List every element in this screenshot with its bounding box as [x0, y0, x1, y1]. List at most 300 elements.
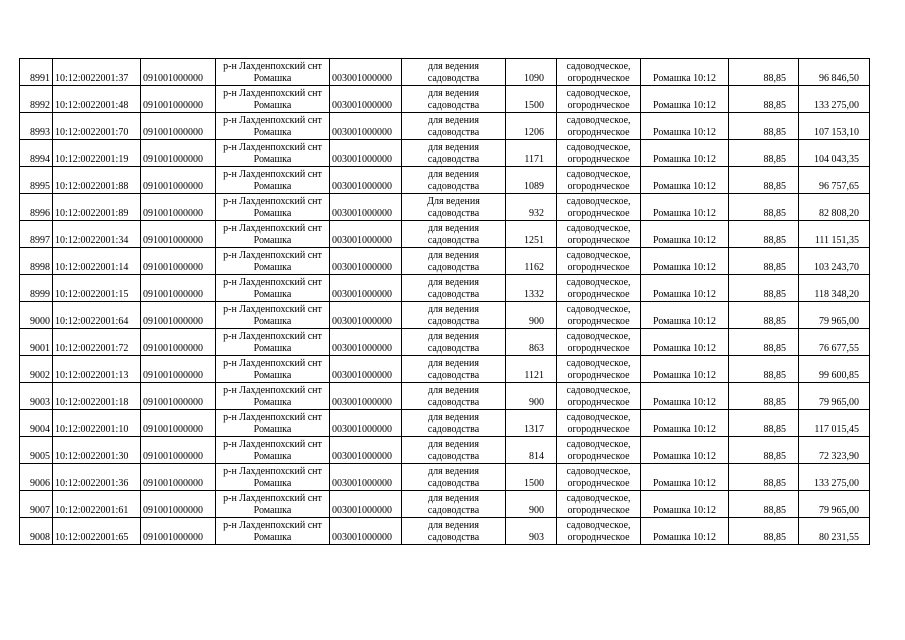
- valuation-zone-cell: Ромашка 10:12: [641, 113, 729, 140]
- oktmo-cell: 003001000000: [330, 410, 402, 437]
- cadastral-cost-cell: 111 151,35: [799, 221, 870, 248]
- address-line-2: Ромашка: [253, 262, 292, 273]
- land-category-line-1: садоводческое,: [566, 439, 631, 450]
- address-line-2: Ромашка: [253, 397, 292, 408]
- specific-value-cell: 88,85: [729, 113, 799, 140]
- land-category-line-1: садоводческое,: [566, 493, 631, 504]
- land-category-cell: [557, 437, 641, 464]
- cadastral-cost-cell: 133 275,00: [799, 86, 870, 113]
- row-number-cell: 8995: [20, 167, 53, 194]
- area-cell: 1162: [506, 248, 557, 275]
- permitted-use-cell: [402, 59, 506, 86]
- cadastral-number-cell: 10:12:0022001:89: [53, 194, 141, 221]
- address-line-1: р-н Лахденпохский снт: [223, 61, 322, 72]
- valuation-zone-cell: Ромашка 10:12: [641, 464, 729, 491]
- oktmo-cell: 003001000000: [330, 302, 402, 329]
- address-line-2: Ромашка: [253, 316, 292, 327]
- permitted-use-line-1: для ведения: [428, 115, 479, 126]
- land-category-line-1: садоводческое,: [566, 88, 631, 99]
- cadastral-number-cell: 10:12:0022001:14: [53, 248, 141, 275]
- specific-value-cell: 88,85: [729, 221, 799, 248]
- address-line-1: р-н Лахденпохский снт: [223, 466, 322, 477]
- cadastral-cost-cell: 82 808,20: [799, 194, 870, 221]
- specific-value-cell: 88,85: [729, 59, 799, 86]
- address-line-2: Ромашка: [253, 370, 292, 381]
- valuation-zone-cell: Ромашка 10:12: [641, 437, 729, 464]
- address-line-1: р-н Лахденпохский снт: [223, 142, 322, 153]
- okato-cell: 091001000000: [141, 437, 216, 464]
- address-line-1: р-н Лахденпохский снт: [223, 250, 322, 261]
- address-line-2: Ромашка: [253, 154, 292, 165]
- specific-value-cell: 88,85: [729, 194, 799, 221]
- row-number-cell: 8992: [20, 86, 53, 113]
- land-category-line-2: огороднческое: [567, 505, 630, 516]
- permitted-use-line-1: для ведения: [428, 412, 479, 423]
- permitted-use-line-1: для ведения: [428, 358, 479, 369]
- address-cell: [216, 221, 330, 248]
- permitted-use-line-1: для ведения: [428, 61, 479, 72]
- area-cell: 900: [506, 491, 557, 518]
- okato-cell: 091001000000: [141, 194, 216, 221]
- address-line-1: р-н Лахденпохский снт: [223, 196, 322, 207]
- permitted-use-line-2: садоводства: [427, 154, 480, 165]
- cadastral-number-cell: 10:12:0022001:10: [53, 410, 141, 437]
- okato-cell: 091001000000: [141, 59, 216, 86]
- land-category-line-2: огороднческое: [567, 235, 630, 246]
- land-category-cell: [557, 248, 641, 275]
- cadastral-cost-cell: 79 965,00: [799, 383, 870, 410]
- oktmo-cell: 003001000000: [330, 491, 402, 518]
- permitted-use-line-2: садоводства: [427, 532, 480, 543]
- land-category-cell: [557, 464, 641, 491]
- address-line-2: Ромашка: [253, 424, 292, 435]
- permitted-use-cell: [402, 356, 506, 383]
- valuation-zone-cell: Ромашка 10:12: [641, 248, 729, 275]
- permitted-use-line-2: садоводства: [427, 208, 480, 219]
- address-cell: [216, 518, 330, 545]
- table-row: [20, 140, 870, 167]
- address-line-1: р-н Лахденпохский снт: [223, 358, 322, 369]
- row-number-cell: 8998: [20, 248, 53, 275]
- table-body: [20, 59, 870, 545]
- area-cell: 1121: [506, 356, 557, 383]
- permitted-use-line-1: для ведения: [428, 385, 479, 396]
- permitted-use-line-1: для ведения: [428, 88, 479, 99]
- specific-value-cell: 88,85: [729, 275, 799, 302]
- okato-cell: 091001000000: [141, 86, 216, 113]
- address-line-1: р-н Лахденпохский снт: [223, 223, 322, 234]
- permitted-use-line-2: садоводства: [427, 451, 480, 462]
- table-row: [20, 356, 870, 383]
- address-cell: [216, 140, 330, 167]
- specific-value-cell: 88,85: [729, 140, 799, 167]
- specific-value-cell: 88,85: [729, 518, 799, 545]
- permitted-use-line-2: садоводства: [427, 235, 480, 246]
- okato-cell: 091001000000: [141, 221, 216, 248]
- table-row: [20, 275, 870, 302]
- specific-value-cell: 88,85: [729, 437, 799, 464]
- address-line-2: Ромашка: [253, 343, 292, 354]
- land-category-line-1: садоводческое,: [566, 61, 631, 72]
- oktmo-cell: 003001000000: [330, 437, 402, 464]
- specific-value-cell: 88,85: [729, 491, 799, 518]
- specific-value-cell: 88,85: [729, 86, 799, 113]
- cadastral-cost-cell: 103 243,70: [799, 248, 870, 275]
- land-category-line-1: садоводческое,: [566, 169, 631, 180]
- oktmo-cell: 003001000000: [330, 194, 402, 221]
- permitted-use-cell: [402, 518, 506, 545]
- address-line-1: р-н Лахденпохский снт: [223, 493, 322, 504]
- table-row: [20, 437, 870, 464]
- table-row: [20, 248, 870, 275]
- address-line-2: Ромашка: [253, 532, 292, 543]
- address-cell: [216, 167, 330, 194]
- valuation-zone-cell: Ромашка 10:12: [641, 86, 729, 113]
- valuation-zone-cell: Ромашка 10:12: [641, 518, 729, 545]
- land-category-line-2: огороднческое: [567, 208, 630, 219]
- row-number-cell: 9006: [20, 464, 53, 491]
- land-category-line-1: садоводческое,: [566, 277, 631, 288]
- row-number-cell: 8997: [20, 221, 53, 248]
- okato-cell: 091001000000: [141, 518, 216, 545]
- land-category-cell: [557, 194, 641, 221]
- permitted-use-line-1: Для ведения: [427, 196, 480, 207]
- permitted-use-cell: [402, 302, 506, 329]
- okato-cell: 091001000000: [141, 248, 216, 275]
- valuation-zone-cell: Ромашка 10:12: [641, 383, 729, 410]
- address-cell: [216, 275, 330, 302]
- land-category-line-2: огороднческое: [567, 532, 630, 543]
- land-category-cell: [557, 140, 641, 167]
- address-line-1: р-н Лахденпохский снт: [223, 304, 322, 315]
- area-cell: 1206: [506, 113, 557, 140]
- permitted-use-line-2: садоводства: [427, 343, 480, 354]
- cadastral-cost-cell: 76 677,55: [799, 329, 870, 356]
- area-cell: 1251: [506, 221, 557, 248]
- address-cell: [216, 437, 330, 464]
- okato-cell: 091001000000: [141, 167, 216, 194]
- land-category-line-1: садоводческое,: [566, 331, 631, 342]
- address-cell: [216, 86, 330, 113]
- permitted-use-line-1: для ведения: [428, 520, 479, 531]
- cadastral-number-cell: 10:12:0022001:88: [53, 167, 141, 194]
- land-category-line-2: огороднческое: [567, 100, 630, 111]
- land-category-cell: [557, 275, 641, 302]
- table-row: [20, 167, 870, 194]
- address-cell: [216, 410, 330, 437]
- permitted-use-cell: [402, 194, 506, 221]
- area-cell: 863: [506, 329, 557, 356]
- cadastral-number-cell: 10:12:0022001:30: [53, 437, 141, 464]
- address-line-1: р-н Лахденпохский снт: [223, 115, 322, 126]
- cadastral-cost-cell: 107 153,10: [799, 113, 870, 140]
- address-line-2: Ромашка: [253, 478, 292, 489]
- valuation-zone-cell: Ромашка 10:12: [641, 491, 729, 518]
- valuation-zone-cell: Ромашка 10:12: [641, 410, 729, 437]
- oktmo-cell: 003001000000: [330, 167, 402, 194]
- land-category-cell: [557, 356, 641, 383]
- land-category-line-2: огороднческое: [567, 397, 630, 408]
- land-category-line-2: огороднческое: [567, 478, 630, 489]
- table-row: [20, 113, 870, 140]
- row-number-cell: 9001: [20, 329, 53, 356]
- area-cell: 814: [506, 437, 557, 464]
- permitted-use-line-1: для ведения: [428, 466, 479, 477]
- permitted-use-cell: [402, 275, 506, 302]
- cadastral-cost-cell: 104 043,35: [799, 140, 870, 167]
- cadastral-number-cell: 10:12:0022001:18: [53, 383, 141, 410]
- land-category-line-2: огороднческое: [567, 154, 630, 165]
- land-category-cell: [557, 302, 641, 329]
- permitted-use-line-2: садоводства: [427, 262, 480, 273]
- land-category-line-2: огороднческое: [567, 424, 630, 435]
- specific-value-cell: 88,85: [729, 329, 799, 356]
- specific-value-cell: 88,85: [729, 464, 799, 491]
- permitted-use-line-2: садоводства: [427, 478, 480, 489]
- table-row: [20, 491, 870, 518]
- okato-cell: 091001000000: [141, 113, 216, 140]
- land-category-line-2: огороднческое: [567, 181, 630, 192]
- row-number-cell: 8991: [20, 59, 53, 86]
- oktmo-cell: 003001000000: [330, 86, 402, 113]
- cadastral-cost-cell: 79 965,00: [799, 302, 870, 329]
- okato-cell: 091001000000: [141, 329, 216, 356]
- address-cell: [216, 383, 330, 410]
- address-line-2: Ромашка: [253, 181, 292, 192]
- valuation-zone-cell: Ромашка 10:12: [641, 221, 729, 248]
- row-number-cell: 9008: [20, 518, 53, 545]
- land-category-line-2: огороднческое: [567, 262, 630, 273]
- okato-cell: 091001000000: [141, 356, 216, 383]
- cadastral-cost-cell: 96 757,65: [799, 167, 870, 194]
- address-line-1: р-н Лахденпохский снт: [223, 277, 322, 288]
- table-row: [20, 383, 870, 410]
- land-category-cell: [557, 86, 641, 113]
- address-cell: [216, 194, 330, 221]
- land-category-line-1: садоводческое,: [566, 358, 631, 369]
- specific-value-cell: 88,85: [729, 248, 799, 275]
- permitted-use-cell: [402, 86, 506, 113]
- cadastral-cost-cell: 79 965,00: [799, 491, 870, 518]
- land-category-line-1: садоводческое,: [566, 304, 631, 315]
- address-cell: [216, 113, 330, 140]
- cadastral-number-cell: 10:12:0022001:65: [53, 518, 141, 545]
- land-category-line-2: огороднческое: [567, 370, 630, 381]
- specific-value-cell: 88,85: [729, 410, 799, 437]
- address-line-1: р-н Лахденпохский снт: [223, 169, 322, 180]
- valuation-zone-cell: Ромашка 10:12: [641, 302, 729, 329]
- permitted-use-cell: [402, 221, 506, 248]
- oktmo-cell: 003001000000: [330, 140, 402, 167]
- valuation-zone-cell: Ромашка 10:12: [641, 140, 729, 167]
- permitted-use-line-1: для ведения: [428, 250, 479, 261]
- land-category-cell: [557, 221, 641, 248]
- valuation-zone-cell: Ромашка 10:12: [641, 356, 729, 383]
- row-number-cell: 8993: [20, 113, 53, 140]
- address-line-2: Ромашка: [253, 289, 292, 300]
- address-line-1: р-н Лахденпохский снт: [223, 331, 322, 342]
- land-category-line-2: огороднческое: [567, 127, 630, 138]
- land-category-line-1: садоводческое,: [566, 115, 631, 126]
- table-row: [20, 302, 870, 329]
- area-cell: 903: [506, 518, 557, 545]
- area-cell: 932: [506, 194, 557, 221]
- address-cell: [216, 248, 330, 275]
- address-line-2: Ромашка: [253, 505, 292, 516]
- cadastral-number-cell: 10:12:0022001:48: [53, 86, 141, 113]
- cadastral-number-cell: 10:12:0022001:34: [53, 221, 141, 248]
- permitted-use-cell: [402, 140, 506, 167]
- address-line-2: Ромашка: [253, 208, 292, 219]
- row-number-cell: 9000: [20, 302, 53, 329]
- land-category-cell: [557, 383, 641, 410]
- okato-cell: 091001000000: [141, 491, 216, 518]
- permitted-use-line-2: садоводства: [427, 181, 480, 192]
- permitted-use-line-1: для ведения: [428, 223, 479, 234]
- permitted-use-line-1: для ведения: [428, 439, 479, 450]
- permitted-use-line-2: садоводства: [427, 127, 480, 138]
- permitted-use-line-2: садоводства: [427, 100, 480, 111]
- oktmo-cell: 003001000000: [330, 275, 402, 302]
- address-line-1: р-н Лахденпохский снт: [223, 520, 322, 531]
- row-number-cell: 9007: [20, 491, 53, 518]
- valuation-zone-cell: Ромашка 10:12: [641, 329, 729, 356]
- land-category-line-1: садоводческое,: [566, 250, 631, 261]
- land-category-line-1: садоводческое,: [566, 223, 631, 234]
- row-number-cell: 8994: [20, 140, 53, 167]
- land-category-line-2: огороднческое: [567, 289, 630, 300]
- land-category-cell: [557, 59, 641, 86]
- row-number-cell: 9004: [20, 410, 53, 437]
- oktmo-cell: 003001000000: [330, 329, 402, 356]
- cadastral-number-cell: 10:12:0022001:15: [53, 275, 141, 302]
- address-line-2: Ромашка: [253, 451, 292, 462]
- land-category-line-2: огороднческое: [567, 73, 630, 84]
- land-category-cell: [557, 167, 641, 194]
- cadastral-number-cell: 10:12:0022001:72: [53, 329, 141, 356]
- oktmo-cell: 003001000000: [330, 248, 402, 275]
- permitted-use-line-2: садоводства: [427, 505, 480, 516]
- land-category-line-2: огороднческое: [567, 451, 630, 462]
- permitted-use-line-2: садоводства: [427, 397, 480, 408]
- address-line-2: Ромашка: [253, 127, 292, 138]
- cadastral-number-cell: 10:12:0022001:13: [53, 356, 141, 383]
- row-number-cell: 9002: [20, 356, 53, 383]
- land-category-line-1: садоводческое,: [566, 385, 631, 396]
- address-cell: [216, 491, 330, 518]
- cadastral-cost-cell: 133 275,00: [799, 464, 870, 491]
- cadastral-cost-cell: 117 015,45: [799, 410, 870, 437]
- row-number-cell: 8996: [20, 194, 53, 221]
- cadastral-value-table: [19, 58, 870, 545]
- land-category-cell: [557, 329, 641, 356]
- oktmo-cell: 003001000000: [330, 464, 402, 491]
- area-cell: 1500: [506, 464, 557, 491]
- okato-cell: 091001000000: [141, 410, 216, 437]
- land-category-line-1: садоводческое,: [566, 196, 631, 207]
- address-cell: [216, 59, 330, 86]
- area-cell: 900: [506, 302, 557, 329]
- oktmo-cell: 003001000000: [330, 356, 402, 383]
- permitted-use-line-2: садоводства: [427, 316, 480, 327]
- address-line-1: р-н Лахденпохский снт: [223, 412, 322, 423]
- cadastral-cost-cell: 99 600,85: [799, 356, 870, 383]
- permitted-use-line-2: садоводства: [427, 424, 480, 435]
- area-cell: 1317: [506, 410, 557, 437]
- address-line-1: р-н Лахденпохский снт: [223, 385, 322, 396]
- area-cell: 1332: [506, 275, 557, 302]
- address-cell: [216, 356, 330, 383]
- cadastral-cost-cell: 118 348,20: [799, 275, 870, 302]
- address-cell: [216, 302, 330, 329]
- cadastral-number-cell: 10:12:0022001:19: [53, 140, 141, 167]
- okato-cell: 091001000000: [141, 275, 216, 302]
- row-number-cell: 9003: [20, 383, 53, 410]
- cadastral-number-cell: 10:12:0022001:36: [53, 464, 141, 491]
- permitted-use-line-1: для ведения: [428, 142, 479, 153]
- oktmo-cell: 003001000000: [330, 221, 402, 248]
- land-category-cell: [557, 113, 641, 140]
- permitted-use-cell: [402, 383, 506, 410]
- row-number-cell: 9005: [20, 437, 53, 464]
- permitted-use-line-2: садоводства: [427, 289, 480, 300]
- address-line-2: Ромашка: [253, 100, 292, 111]
- cadastral-number-cell: 10:12:0022001:37: [53, 59, 141, 86]
- permitted-use-cell: [402, 410, 506, 437]
- permitted-use-cell: [402, 113, 506, 140]
- cadastral-cost-cell: 72 323,90: [799, 437, 870, 464]
- land-category-line-2: огороднческое: [567, 343, 630, 354]
- area-cell: 1171: [506, 140, 557, 167]
- oktmo-cell: 003001000000: [330, 383, 402, 410]
- land-category-line-2: огороднческое: [567, 316, 630, 327]
- address-line-2: Ромашка: [253, 73, 292, 84]
- table-row: [20, 86, 870, 113]
- permitted-use-line-2: садоводства: [427, 370, 480, 381]
- valuation-zone-cell: Ромашка 10:12: [641, 59, 729, 86]
- land-category-line-1: садоводческое,: [566, 520, 631, 531]
- okato-cell: 091001000000: [141, 464, 216, 491]
- area-cell: 1089: [506, 167, 557, 194]
- specific-value-cell: 88,85: [729, 302, 799, 329]
- address-cell: [216, 329, 330, 356]
- permitted-use-line-1: для ведения: [428, 331, 479, 342]
- permitted-use-cell: [402, 491, 506, 518]
- specific-value-cell: 88,85: [729, 356, 799, 383]
- land-category-cell: [557, 518, 641, 545]
- table-row: [20, 59, 870, 86]
- permitted-use-line-1: для ведения: [428, 277, 479, 288]
- permitted-use-cell: [402, 167, 506, 194]
- table-row: [20, 329, 870, 356]
- cadastral-number-cell: 10:12:0022001:64: [53, 302, 141, 329]
- permitted-use-cell: [402, 329, 506, 356]
- cadastral-cost-cell: 80 231,55: [799, 518, 870, 545]
- address-cell: [216, 464, 330, 491]
- okato-cell: 091001000000: [141, 140, 216, 167]
- okato-cell: 091001000000: [141, 302, 216, 329]
- land-category-line-1: садоводческое,: [566, 412, 631, 423]
- permitted-use-line-1: для ведения: [428, 493, 479, 504]
- valuation-zone-cell: Ромашка 10:12: [641, 194, 729, 221]
- permitted-use-cell: [402, 437, 506, 464]
- land-category-line-1: садоводческое,: [566, 466, 631, 477]
- permitted-use-cell: [402, 464, 506, 491]
- specific-value-cell: 88,85: [729, 167, 799, 194]
- cadastral-number-cell: 10:12:0022001:61: [53, 491, 141, 518]
- oktmo-cell: 003001000000: [330, 59, 402, 86]
- area-cell: 1500: [506, 86, 557, 113]
